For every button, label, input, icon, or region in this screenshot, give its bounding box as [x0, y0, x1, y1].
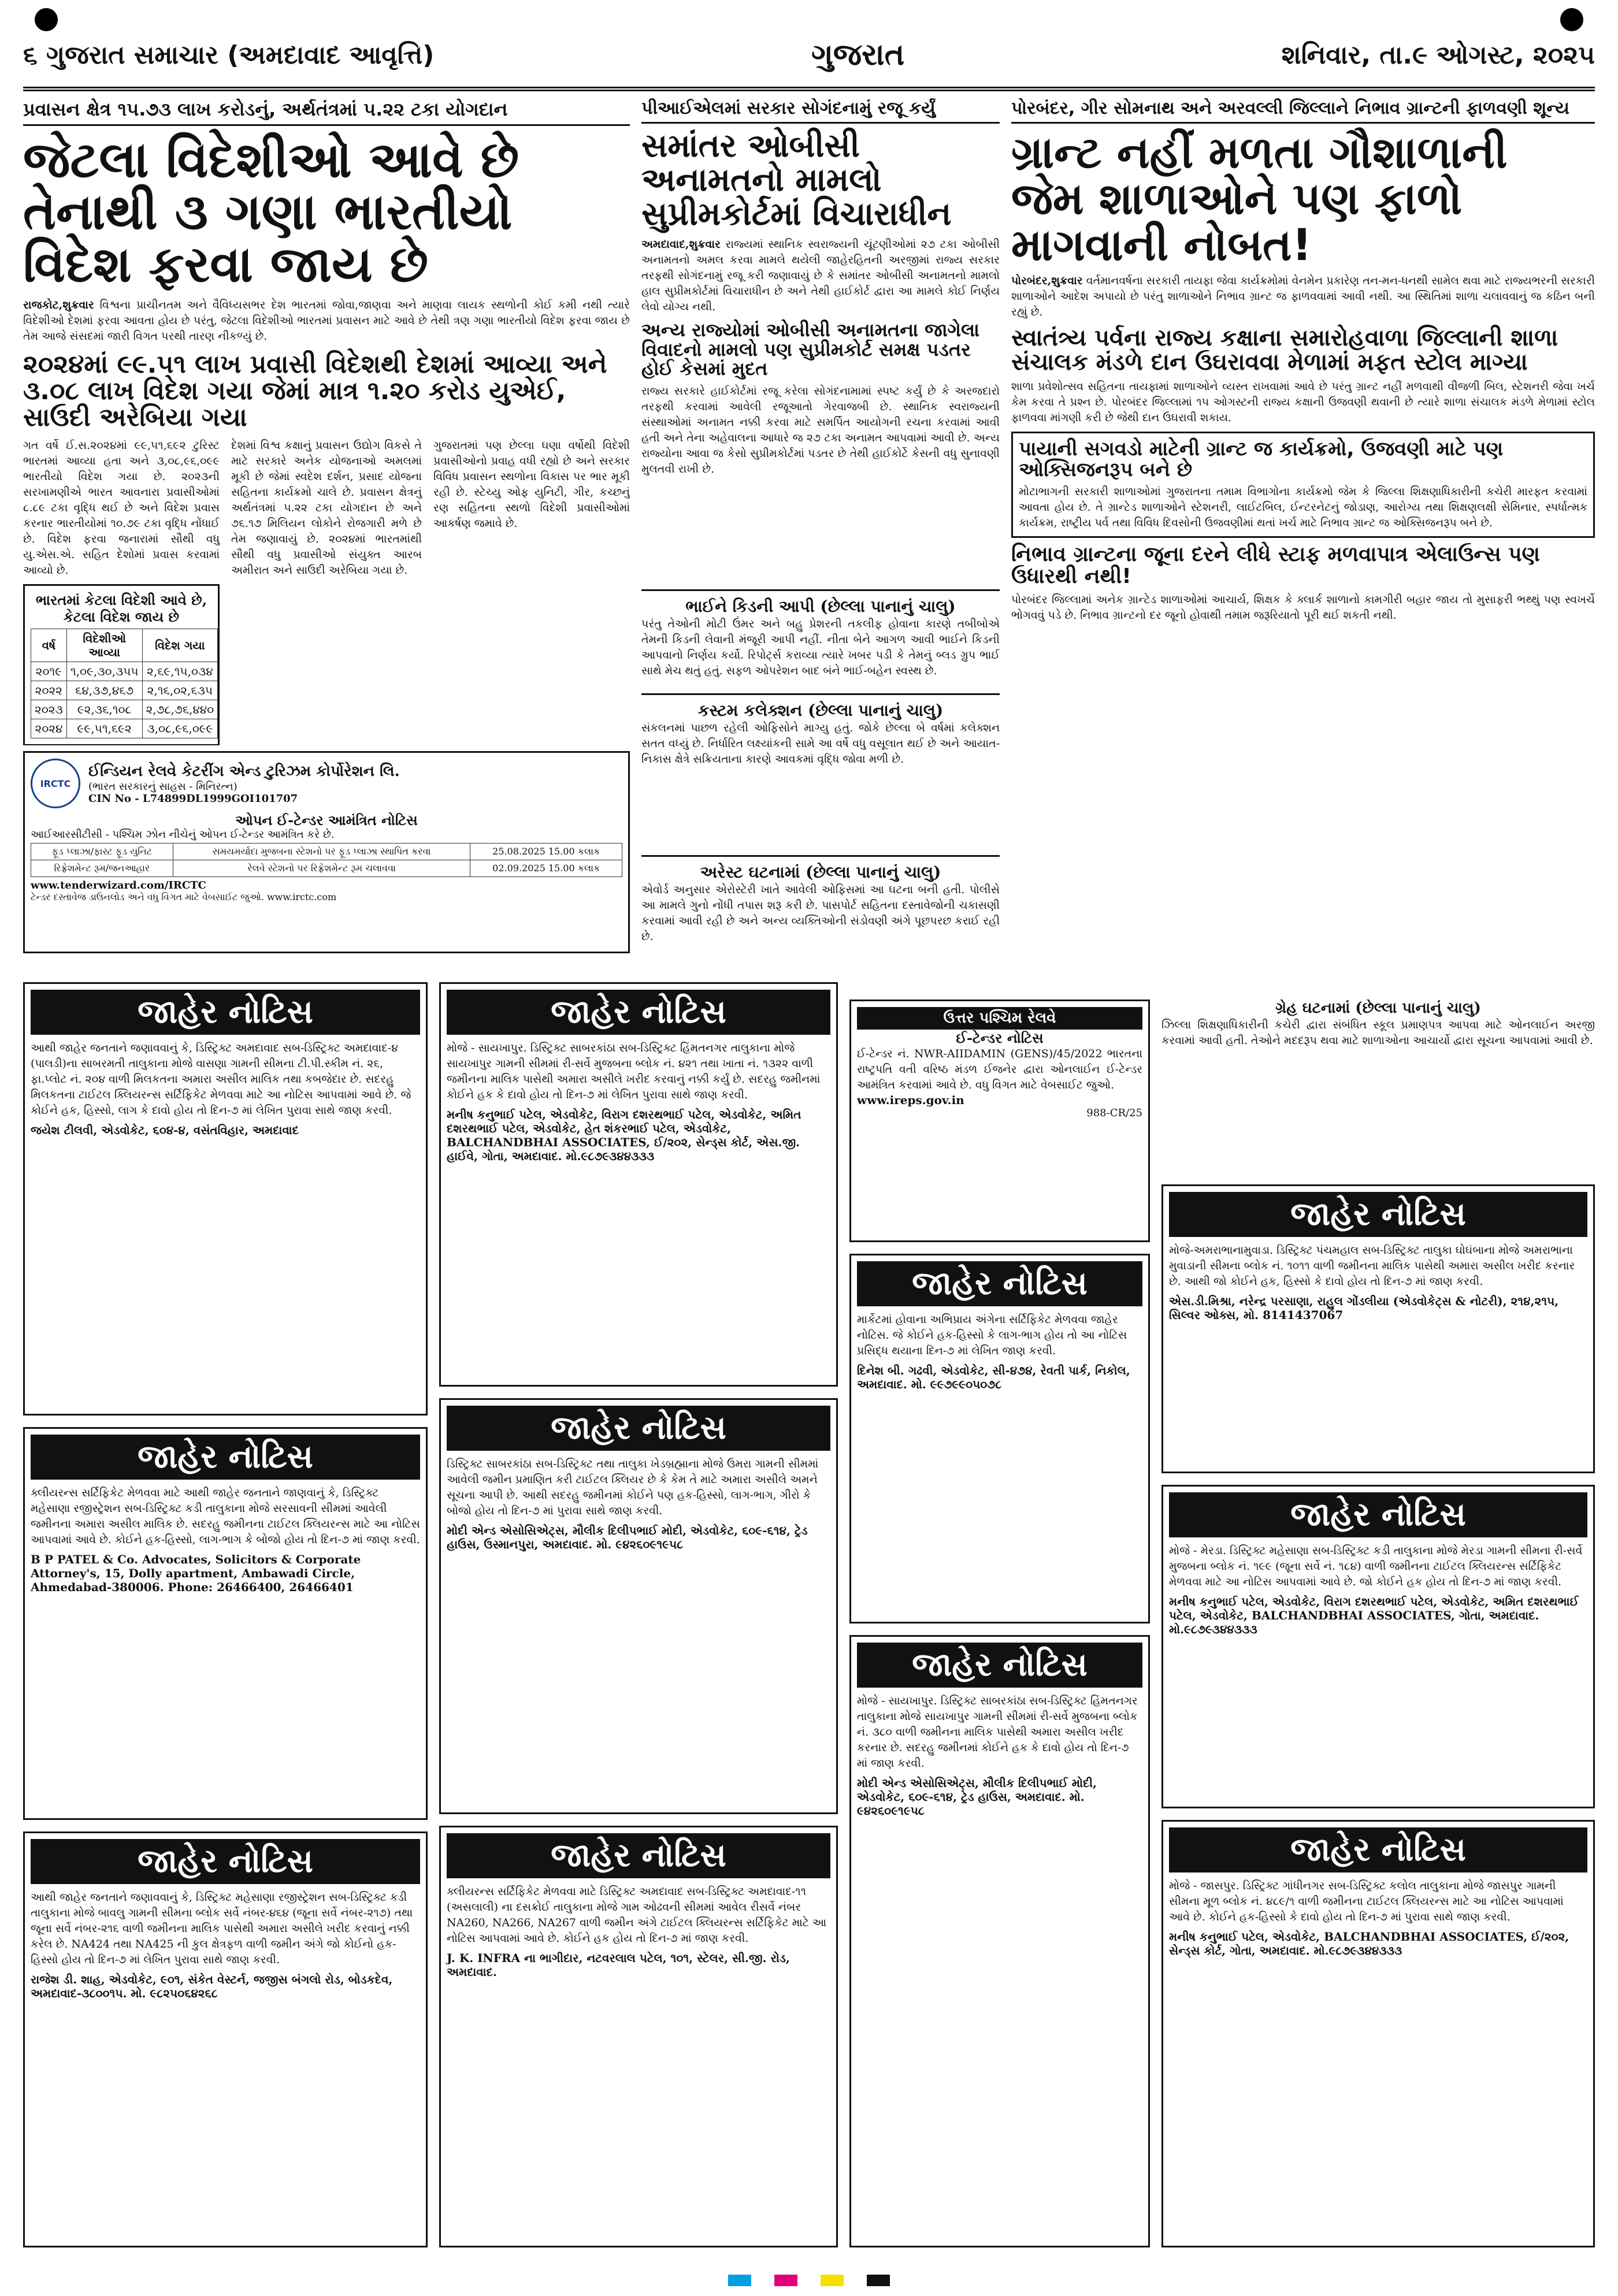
stats-table-box — [23, 584, 220, 745]
dateline: રાજકોટ,શુક્રવાર — [23, 298, 94, 311]
story-headline: ગ્રાન્ટ નહીં મળતા ગૌશાળાની જેમ શાળાઓને પણ ફાળો માગવાની નોબત! — [1011, 127, 1508, 270]
story-tourism — [23, 98, 630, 745]
tender-line: આઈઆરસીટીસી - પશ્ચિમ ઝોન નીચેનું ઓપન ઈ-ટેન્ડર આમંત્રિત કરે છે. — [31, 829, 335, 841]
public-notice — [439, 1398, 838, 1814]
continued-body: સંકલનમાં પાછળ રહેલી ઓફિસોને માગ્યુ હતું. જોકે છેલ્લા બે વર્ષમાં કલેક્શન સતત વધ્યું છે. નિર્ધારિત લક્ષ્યાંકની સામે આ વર્ષે વધુ વસૂલાત થઈ છે અને આયાત-નિકાસ ક્ષેત્રે સક્રિયતાના કારણે આવકમાં વૃદ્ધિ જોવા મળી છે. — [641, 722, 1000, 766]
color-registration-bar — [0, 2265, 1618, 2296]
notice-signature: દિનેશ બી. ગઢવી, એડવોકેટ, સી-૪૭૪, રેવતી પાર્ક, નિકોલ, અમદાવાદ. મો. ૯૯૭૯૯૦૫૦૭૮ — [857, 1363, 1130, 1391]
public-notice — [1161, 1184, 1595, 1473]
notice-title: જાહેર નોટિસ — [31, 1435, 420, 1480]
public-notice — [1161, 1820, 1595, 2247]
black-swatch — [867, 2275, 890, 2286]
public-notice — [1161, 1485, 1595, 1808]
story-headline: જેટલા વિદેશીઓ આવે છે તેનાથી ૩ ગણા ભારતીયો વિદેશ ફરવા જાય છે — [23, 131, 519, 293]
story-body: પોરબંદર જિલ્લામાં અનેક ગ્રાન્ટેડ શાળાઓમાં આચાર્ય, શિક્ષક કે ક્લાર્ક શાળાનો કામગીરી બહાર જાય તો મુસાફરી ભથ્થું પણ સ્વખર્ચે ભોગવવું પડે છે. નિભાવ ગ્રાન્ટનો દર જૂનો હોવાથી તમામ જરૂરિયાતો પૂરી થઈ શકતી નથી. — [1011, 593, 1595, 622]
magenta-swatch — [774, 2275, 797, 2286]
public-notice — [439, 1826, 838, 2247]
railway-sub: ઈ-ટેન્ડર નોટિસ — [956, 1030, 1044, 1046]
notice-body: મોજે - મેરડા. ડિસ્ટ્રિક્ટ મહેસાણા સબ-ડિસ્ટ્રિક્ટ કડી તાલુકાના મોજે મેરડા ગામની સીમના રી-સર્વે મુજબના બ્લોક નં. ૧૯૯ (જૂના સર્વે નં. ૧૮૪) વાળી જમીનના ટાઈટલ ક્લિયરન્સ સર્ટિફિકેટ મેળવવા માટે આ નોટિસ આપવામાં આવે છે. જો કોઈને હક હોય તો દિન-૭ માં જાણ કરવી. — [1169, 1544, 1583, 1588]
railway-body: ઈ-ટેન્ડર નં. NWR-AIIDAMIN (GENS)/45/2022 ભારતના રાષ્ટ્રપતિ વતી વરિષ્ઠ મંડળ ઈજનેર દ્વારા ઓનલાઈન ઈ-ટેન્ડર આમંત્રિત કરવામાં આવે છે. વધુ વિગત માટે વેબસાઈટ જુઓ. — [857, 1047, 1142, 1091]
notice-signature: જયેશ ટીલવી, એડવોકેટ, ૬૦૪-૪, વસંતવિહાર, અમદાવાદ — [31, 1123, 299, 1137]
story-kicker: પ્રવાસન ક્ષેત્ર ૧૫.૭૩ લાખ કરોડનું, અર્થતંત્રમાં ૫.૨૨ ટકા યોગદાન — [23, 98, 630, 126]
notice-signature: B P PATEL & Co. Advocates, Solicitors & Corporate Attorney's, 15, Dolly apartment, Ambawadi Circle, Ahmedabad-380006. Phone: 26466400, 26466401 — [31, 1552, 361, 1594]
irctc-logo: IRCTC — [31, 759, 80, 808]
continued-title: અરેસ્ટ ઘટનામાં (છેલ્લા પાનાનું ચાલુ) — [700, 863, 941, 882]
story-custom — [641, 688, 1000, 844]
table-row: ૨૦૨૨ ૬૪,૩૭,૪૬૭ ૨,૧૬,૦૨,૬૩૫ — [31, 681, 218, 700]
issue-date: શનિવાર, તા.૯ ઓગસ્ટ, ૨૦૨૫ — [1281, 40, 1595, 70]
notice-body: મોજે - સાયખાપુર. ડિસ્ટ્રિક્ટ સાબરકાંઠા સબ-ડિસ્ટ્રિક્ટ હિંમતનગર તાલુકાના મોજે સાયખાપુર ગામની સીમમાં રી-સર્વે મુજબના બ્લોક નં. ૩૮૦ વાળી જમીનના માલિક પાસેથી અમારા અસીલ ખરીદ કરનાર છે. સદરહુ જમીનમાં કોઈને હક કે દાવો હોય તો દિન-૭ માં જાણ કરવી. — [857, 1695, 1138, 1770]
notice-body: ક્લીયરન્સ સર્ટિફિકેટ મેળવવા માટે આથી જાહેર જનતાને જાણવાનું કે, ડિસ્ટ્રિક્ટ મહેસાણા રજીસ્ટ્રેશન સબ-ડિસ્ટ્રિક્ટ કડી તાલુકાના મોજે સરસાવની સીમમાં આવેલી જમીનના અમારા અસીલ માલિક છે. સદરહુ જમીનના ટાઈટલ ક્લિયરન્સ માટે આ નોટિસ આપવામાં આવે છે. કોઈને હક-હિસ્સો, લાગ-ભાગ કે બોજો હોય તો દિન-૭ માં જાણ કરવી. — [31, 1487, 420, 1546]
notice-title: જાહેર નોટિસ — [857, 1261, 1142, 1306]
masthead — [23, 23, 1595, 91]
story-subhead: અન્ય રાજ્યોમાં ઓબીસી અનામતના જાગેલા વિવાદનો મામલો પણ સુપ્રીમકોર્ટ સમક્ષ પડતર હોઈ કેસમાં મુદત — [641, 319, 980, 380]
tender-footer: ટેન્ડર દસ્તાવેજ ડાઉનલોડ અને વધુ વિગત માટે વેબસાઈટ જુઓ. www.irctc.com — [31, 891, 337, 902]
public-notice — [23, 1427, 428, 1820]
notice-body: મોજે-અમરાભાનામુવાડા. ડિસ્ટ્રિક્ટ પંચમહાલ સબ-ડિસ્ટ્રિક્ટ તાલુકા ઘોઘંબાના મોજે અમરાભાના મુવાડાની સીમના બ્લોક નં. ૧૦૧૧ વાળી જમીનના માલિક પાસેથી અમારા અસીલ ખરીદ કરનાર છે. આથી જો કોઈને હક, હિસ્સો કે દાવો હોય તો દિન-૭ માં જાણ કરવી. — [1169, 1244, 1575, 1288]
notice-body: આથી જાહેર જનતાને જણાવવાનું કે, ડિસ્ટ્રિક્ટ અમદાવાદ સબ-ડિસ્ટ્રિક્ટ અમદાવાદ-૪ (પાલડી)ના સાબરમતી તાલુકાના મોજે વાસણા ગામની સીમના ટી.પી.સ્કીમ નં. ૨૬, ફા.પ્લોટ નં. ૨૦૪ વાળી મિલકતના અમારા અસીલ માલિક તથા કબજેદાર છે. સદરહુ મિલકતના ટાઈટલ ક્લિયરન્સ સર્ટિફિકેટ મેળવવા માટે આ નોટિસ આપવામાં આવે છે. જે કોઈને હક, હિસ્સો, લાગ કે દાવો હોય તો દિન-૭ માં લેખિત પુરાવા સાથે જાણ કરવી. — [31, 1042, 411, 1117]
story-body: દેશમાં વિશ્વ કક્ષાનું પ્રવાસન ઉદ્યોગ વિકસે તે માટે સરકારે અનેક યોજનાઓ અમલમાં મૂકી છે જેમાં સ્વદેશ દર્શન, પ્રસાદ યોજના સહિતના કાર્યક્રમો ચાલે છે. પ્રવાસન ક્ષેત્રનું અર્થતંત્રમાં ૫.૨૨ ટકા યોગદાન છે અને ૭૬.૧૭ મિલિયન લોકોને રોજગારી મળે છે તેમ જણાવાયું છે. ૨૦૨૪માં ભારતમાંથી સૌથી વધુ પ્રવાસીઓ સંયુક્ત આરબ અમીરાત અને સાઉદી અરેબિયા ગયા છે. — [231, 439, 422, 577]
box-title: પાયાની સગવડો માટેની ગ્રાન્ટ જ કાર્યક્રમો, ઉજવણી માટે પણ ઓક્સિજનરૂપ બને છે — [1019, 437, 1504, 481]
story-chief — [1161, 1000, 1595, 1173]
public-notice — [439, 982, 838, 1387]
table-title: ભારતમાં કેટલા વિદેશી આવે છે, કેટલા વિદેશ જાય છે — [35, 592, 207, 626]
public-notice — [849, 1254, 1150, 1623]
story-subhead: ૨૦૨૪માં ૯૯.૫૧ લાખ પ્રવાસી વિદેશથી દેશમાં આવ્યા અને ૩.૦૮ લાખ વિદેશ ગયા જેમાં માત્ર ૧.૨૦ કરોડ યુએઈ, સાઉદી અરેબિયા ગયા — [23, 349, 607, 433]
table-header: વિદેશ ગયા — [142, 629, 218, 662]
notice-title: જાહેર નોટિસ — [447, 1833, 830, 1878]
notice-signature: મનીષ કનુભાઈ પટેલ, એડવોકેટ, વિરાગ દશરથભાઈ પટેલ, એડવોકેટ, અમિત દશરથભાઈ પટેલ, એડવોકેટ, હેત શંકરભાઈ પટેલ, એડવોકેટ, BALCHANDBHAI ASSOCIATES, ઈ/૨૦૨, સેન્ડ્સ કોર્ટ, એસ.જી. હાઈવે, ગોતા, અમદાવાદ. મો.૯૮૭૯૩૪૪૩૩૩ — [447, 1107, 801, 1163]
table-header: વિદેશીઓ આવ્યા — [66, 629, 142, 662]
tender-title: ઓપન ઈ-ટેન્ડર આમંત્રિત નોટિસ — [235, 812, 418, 829]
story-body: પોરબંદર,શુક્રવાર વર્તમાનવર્ષના સરકારી તાયફા જેવા કાર્યક્રમોમાં વેનમેન પ્રકારેણ તન-મન-ધનથી સામેલ થવા માટે રાજ્યભરની સરકારી શાળાઓને આદેશ અપાયો છે પરંતુ શાળાઓને નિભાવ ગ્રાન્ટ જ ફાળવવામાં આવી નથી. આ સ્થિતિમાં શાળા ચલાવવાનું જ કઠિન બની રહ્યું છે. — [1011, 274, 1595, 319]
story-school-grant — [1011, 98, 1595, 994]
table-row: ૨૦૨૩ ૯૨,૩૬,૧૦૮ ૨,૭૮,૭૬,૪૪૦ — [31, 700, 218, 719]
tourism-table — [31, 629, 218, 738]
railway-tender — [849, 1000, 1150, 1242]
table-row: ૨૦૧૯ ૧,૦૯,૩૦,૩૫૫ ૨,૬૯,૧૫,૦૩૪ — [31, 662, 218, 681]
public-notice — [23, 1831, 428, 2247]
notice-signature: મનીષ કનુભાઈ પટેલ, એડવોકેટ, વિરાગ દશરથભાઈ પટેલ, એડવોકેટ, અમિત દશરથભાઈ પટેલ, એડવોકેટ, BALCHANDBHAI ASSOCIATES, ગોતા, અમદાવાદ. મો.૯૮૭૯૩૪૪૩૩૩ — [1169, 1594, 1579, 1636]
story-body: ગત વર્ષે ઈ.સ.૨૦૨૪માં ૯૯,૫૧,૬૯૨ ટુરિસ્ટ ભારતમાં આવ્યા હતા અને ૩,૦૮,૯૬,૦૯૯ ભારતીયો વિદેશ ગયા છે. ૨૦૨૩ની સરખામણીએ ભારત આવનારા પ્રવાસીઓમાં ૮.૮૯ ટકા વૃદ્ધિ થઈ છે અને વિદેશ પ્રવાસ કરનાર ભારતીયોમાં ૧૦.૭૯ ટકા વૃદ્ધિ નોંધાઈ છે. વિદેશ ફરવા જનારામાં સૌથી વધુ યુ.એસ.એ. સહિત દેશોમાં પ્રવાસ કરવામાં આવ્યો છે. — [23, 439, 220, 577]
continued-body: ઝિલ્લા શિક્ષણાધિકારીની કચેરી દ્વારા સંબંધિત સ્કૂલ પ્રમાણપત્ર આપવા માટે ઓનલાઈન અરજી કરવામાં આવી હતી. તેઓને મદદરૂપ થવા માટે શાળાઓના આચાર્યો દ્વારા સૂચના આપવામાં આવી છે. — [1161, 1019, 1595, 1047]
story-body: રાજ્ય સરકારે હાઈકોર્ટમાં રજૂ કરેલા સોગંદનામામાં સ્પષ્ટ કર્યું છે કે અરજદારો તરફથી કરવામાં આવેલી રજૂઆતો ગેરવાજબી છે. સ્થાનિક સ્વરાજ્યની સંસ્થાઓમાં અનામત નક્કી કરવા માટે સમર્પિત આયોગની રચના કરવામાં આવી હતી અને તેના અહેવાલના આધારે જ ૨૭ ટકા અનામત આપવામાં આવી છે. અન્ય રાજ્યોના આવા જ કેસો સુપ્રીમકોર્ટમાં પડતર છે તેથી હાઈકોર્ટે કેસની વધુ સુનાવણી મુલતવી રાખી છે. — [641, 385, 1000, 475]
notice-title: જાહેર નોટિસ — [1169, 1192, 1587, 1237]
notice-title: જાહેર નોટિસ — [857, 1643, 1142, 1688]
story-kicker: પીઆઈએલમાં સરકાર સોગંદનામું રજૂ કર્યું — [641, 98, 1000, 124]
story-obc — [641, 98, 1000, 578]
public-notice — [23, 982, 428, 1416]
notice-body: ડિસ્ટ્રિક્ટ સાબરકાંઠા સબ-ડિસ્ટ્રિક્ટ તથા તાલુકા ખેડબ્રહ્માના મોજે ઉમરા ગામની સીમમાં આવેલી જમીન પ્રમાણિત કરી ટાઈટલ ક્લિયર છે કે કેમ તે માટે અમારા અસીલે અમને સૂચના આપી છે. આથી સદરહુ જમીનમાં કોઈને પણ હક-હિસ્સો, લાગ-ભાગ, ગીરો કે બોજો હોય તો દિન-૭ માં પુરાવા સાથે જાણ કરવી. — [447, 1458, 819, 1517]
table-header: વર્ષ — [31, 629, 67, 662]
paper-name: ૬ ગુજરાત સમાચાર (અમદાવાદ આવૃત્તિ) — [23, 40, 435, 70]
continued-body: પરંતુ તેઓની મોટી ઉંમર અને બહુ પ્રેશરની તકલીફ હોવાના કારણે તબીબોએ તેમની કિડની લેવાની મંજૂરી આપી નહીં. નીતા બેને આગળ આવી ભાઈને કિડની આપવાનો નિર્ણય કર્યો. રિપોર્ટ્સ કરાવ્યા ત્યારે ખબર પડી કે તેમનું બ્લડ ગ્રુપ ભાઈ સાથે મેચ થતું હતું. સફળ ઓપરેશન બાદ બંને ભાઈ-બહેન સ્વસ્થ છે. — [641, 618, 1000, 677]
info-box — [1011, 432, 1595, 538]
notice-signature: રાજેશ ડી. શાહ, એડવોકેટ, ૯૦૧, સંકેત વેસ્ટર્ન, જજીસ બંગલો રોડ, બોડકદેવ, અમદાવાદ-૩૮૦૦૧૫. મો. ૯૮૨૫૦૬૪૨૬૮ — [31, 1972, 393, 2000]
cyan-swatch — [728, 2275, 751, 2286]
story-body: અમદાવાદ,શુક્રવાર રાજ્યમાં સ્થાનિક સ્વરાજ્યની ચૂંટણીઓમાં ૨૭ ટકા ઓબીસી અનામતનો અમલ કરવા મામલે થયેલી જાહેરહિતની અરજીમાં રાજ્ય સરકાર તરફથી સોગંદનામું રજૂ કરી જણાવાયું છે કે સમાંતર ઓબીસી અનામતનો મામલો હાલ સુપ્રીમકોર્ટમાં વિચારાધીન છે અને તેથી હાઈકોર્ટ દ્વારા આ મામલે કોઈ નિર્ણય લેવો યોગ્ય નથી. — [641, 238, 1000, 314]
table-row: ફૂડ પ્લાઝા/ફાસ્ટ ફૂડ યુનિટ સમયમર્યાદા મુજબના સ્ટેશનો પર ફૂડ પ્લાઝા સ્થાપિત કરવા 25.08.2025 15.00 કલાક — [31, 844, 622, 860]
tender-table — [31, 843, 622, 877]
railway-code: 988-CR/25 — [1086, 1106, 1142, 1119]
dateline: અમદાવાદ,શુક્રવાર — [641, 238, 721, 251]
table-row: રિફ્રેશમેન્ટ રૂમ/જનઆહાર રેલવે સ્ટેશનો પર રિફ્રેશમેન્ટ રૂમ ચલાવવા 02.09.2025 15.00 કલાક — [31, 860, 622, 877]
notice-title: જાહેર નોટિસ — [31, 1839, 420, 1884]
box-body: મોટાભાગની સરકારી શાળાઓમાં ગુજરાતના તમામ વિભાગોના કાર્યક્રમો જેમ કે જિલ્લા શિક્ષણાધિકારીની કચેરી મારફત કરવામાં આવતા હોય છે. તે ગ્રાન્ટેડ શાળાઓને સ્ટેશનરી, લાઈટબિલ, ઈન્ટરનેટનું જોડાણ, આરોગ્ય તથા શિક્ષણલક્ષી સેમિનાર, સ્પર્ધાત્મક કાર્યક્રમ, રાષ્ટ્રીય પર્વ તથા વિવિધ દિવસોની ઉજવણીમાં થતાં ખર્ચ માટે નિભાવ ગ્રાન્ટ જ ઓક્સિજનરૂપ બને છે. — [1019, 485, 1587, 529]
yellow-swatch — [821, 2275, 844, 2286]
table-row: ૨૦૨૪ ૯૯,૫૧,૬૯૨ ૩,૦૮,૯૬,૦૯૯ — [31, 719, 218, 738]
story-body: શાળા પ્રવેશોત્સવ સહિતના તાયફામાં શાળાઓને વ્યસ્ત રાખવામાં આવે છે પરંતુ ગ્રાન્ટ નહીં મળવાથી વીજળી બિલ, સ્ટેશનરી જેવા ખર્ચ કેમ કરવા તે પ્રશ્ન છે. પોરબંદર જિલ્લામાં ૧૫ ઓગસ્ટની રાજ્ય કક્ષાની ઉજવણી થવાની છે ત્યારે શાળા સંચાલક મંડળે મેળામાં સ્ટોલ ફાળવવા માંગણી કરી છે જેથી દાન ઉઘરાવી શકાય. — [1011, 380, 1595, 425]
tender-org: ઈન્ડિયન રેલવે કેટરીંગ એન્ડ ટુરિઝમ કોર્પોરેશન લિ. — [88, 762, 400, 780]
story-body: ગુજરાતમાં પણ છેલ્લા ઘણા વર્ષોથી વિદેશી પ્રવાસીઓનો પ્રવાહ વધી રહ્યો છે અને સરકાર વિવિધ પ્રવાસન સ્થળોના વિકાસ પર ભાર મૂકી રહી છે. સ્ટેચ્યુ ઓફ યુનિટી, ગીર, કચ્છનું રણ સહિતના સ્થળો વિદેશી પ્રવાસીઓમાં આકર્ષણ જમાવે છે. — [433, 439, 630, 530]
tender-cin: CIN No - L74899DL1999GOI101707 — [88, 792, 298, 805]
lead-text: વિશ્વના પ્રાચીનતમ અને વૈવિધ્યસભર દેશ ભારતમાં જોવા,જાણવા અને માણવા લાયક સ્થળોની કોઈ કમી નથી ત્યારે વિદેશીઓ દેશમાં ફરવા આવતા હોય છે પરંતુ, જેટલા વિદેશીઓ ભારતમાં પ્રવાસન માટે આવે છે તેથી ત્રણ ગણા ભારતીયો વિદેશ ફરવા જાય છે તેમ આજે સંસદમાં જારી વિગત પરથી તારણ નીકળ્યું છે. — [23, 298, 630, 343]
notice-signature: એસ.ડી.મિશ્રા, નરેન્દ્ર પરસાણા, રાહુલ ગોંડલીયા (એડવોકેટ્સ & નોટરી), ૨૧૪,૨૧૫, સિલ્વર ઓક્સ, મો. 8141437067 — [1169, 1294, 1559, 1322]
notice-signature: મોદી એન્ડ એસોસિએટ્સ, મૌલીક દિલીપભાઈ મોદી, એડવોકેટ, ૬૦૯-૬૧૪, ટ્રેડ હાઉસ, અમદાવાદ. મો. ૯૪૨૬૦૯૧૯૫૮ — [857, 1775, 1097, 1818]
section-name: ગુજરાત — [811, 37, 905, 72]
notice-title: જાહેર નોટિસ — [1169, 1492, 1587, 1537]
railway-web[interactable]: www.ireps.gov.in — [857, 1093, 964, 1107]
railway-title: ઉત્તર પશ્ચિમ રેલવે — [857, 1007, 1142, 1030]
notice-body: મોજે - જાસપુર. ડિસ્ટ્રિક્ટ ગાંધીનગર સબ-ડિસ્ટ્રિક્ટ કલોલ તાલુકાના મોજે જાસપુર ગામની સીમના મૂળ બ્લોક નં. ૪૮૯/૧ વાળી જમીનના ટાઈટલ ક્લિયરન્સ માટે આ નોટિસ આપવામાં આવે છે. કોઈને હક-હિસ્સો કે દાવો હોય તો દિન-૭ માં પુરાવા સાથે જાણ કરવી. — [1169, 1879, 1564, 1923]
tender-sub: (ભારત સરકારનું સાહસ - મિનિરત્ન) — [88, 780, 237, 793]
continued-title: ભાઈને કિડની આપી (છેલ્લા પાનાનું ચાલુ) — [685, 597, 956, 616]
notice-signature: મનીષ કનુભાઈ પટેલ, એડવોકેટ, BALCHANDBHAI ASSOCIATES, ઈ/૨૦૨, સેન્ડ્સ કોર્ટ, ગોતા, અમદાવાદ. મો.૯૮૭૯૩૪૪૩૩૩ — [1169, 1929, 1569, 1957]
notice-title: જાહેર નોટિસ — [447, 1406, 830, 1451]
public-notice — [849, 1635, 1150, 2247]
tender-web[interactable]: www.tenderwizard.com/IRCTC — [31, 879, 206, 891]
notice-body: આથી જાહેર જનતાને જણાવવાનું કે, ડિસ્ટ્રિક્ટ મહેસાણા રજીસ્ટ્રેશન સબ-ડિસ્ટ્રિક્ટ કડી તાલુકાના મોજે બાવલુ ગામની સીમના બ્લોક સર્વે નંબર-૪૬૪ (જૂના સર્વે નંબર-૨૧૭) તથા જૂના સર્વે નંબર-૨૧૬ વાળી જમીનના માલિક પાસેથી અમારા અસીલે ખરીદ કરવાનું નક્કી કરેલ છે. NA424 તથા NA425 ની કુલ ક્ષેત્રફળ વાળી જમીન અંગે જો કોઈનો હક-હિસ્સો હોય તો દિન-૭ માં લેખિત પુરાવા સાથે જાણ કરવી. — [31, 1891, 413, 1966]
notice-signature: મોદી એન્ડ એસોસિએટ્સ, મૌલીક દિલીપભાઈ મોદી, એડવોકેટ, ૬૦૯-૬૧૪, ટ્રેડ હાઉસ, ઉસ્માનપુરા, અમદાવાદ. મો. ૯૪૨૬૦૯૧૯૫૮ — [447, 1523, 808, 1551]
dateline: પોરબંદર,શુક્રવાર — [1011, 274, 1083, 288]
story-subhead: સ્વાતંત્ર્ય પર્વના રાજ્ય કક્ષાના સમારોહવાળા જિલ્લાની શાળા સંચાલક મંડળે દાન ઉઘરાવવા મેળામાં મફત સ્ટોલ માગ્યા — [1011, 325, 1558, 376]
notice-signature: J. K. INFRA ના ભાગીદાર, નટવરલાલ પટેલ, ૧૦૧, સ્ટેલર, સી.જી. રોડ, અમદાવાદ. — [447, 1951, 790, 1979]
story-lead — [23, 298, 630, 344]
continued-body: એવોર્ડ અનુસાર એરોસ્ટેરી ખાતે આવેલી ઓફિસમાં આ ઘટના બની હતી. પોલીસે આ મામલે ગુનો નોંધી તપાસ શરૂ કરી છે. પાસપોર્ટ સહિતના દસ્તાવેજોની ચકાસણી કરવામાં આવી રહી છે અને અન્ય વ્યક્તિઓની સંડોવણી અંગે પૂછપરછ કરાઈ રહી છે. — [641, 883, 1000, 943]
notice-title: જાહેર નોટિસ — [31, 990, 420, 1035]
story-arrest — [641, 849, 1000, 994]
notice-body: માર્કેટમાં હોવાના અભિપ્રાય અંગેના સર્ટિફિકેટ મેળવવા જાહેર નોટિસ. જે કોઈને હક-હિસ્સો કે લાગ-ભાગ હોય તો આ નોટિસ પ્રસિદ્ધ થયાના દિન-૭ માં લેખિત જાણ કરવી. — [857, 1313, 1127, 1357]
story-kicker: પોરબંદર, ગીર સોમનાથ અને અરવલ્લી જિલ્લાને નિભાવ ગ્રાન્ટની ફાળવણી શૂન્ય — [1011, 98, 1595, 124]
notice-body: ક્લીયરન્સ સર્ટિફિકેટ મેળવવા માટે ડિસ્ટ્રિક્ટ અમદાવાદ સબ-ડિસ્ટ્રિક્ટ અમદાવાદ-૧૧ (અસલાલી) ના દસક્રોઈ તાલુકાના મોજે ગામ ઓઢવની સીમમાં આવેલ રીસર્વે નંબર NA260, NA266, NA267 વાળી જમીન અંગે ટાઈટલ ક્લિયરન્સ સર્ટિફિકેટ માટે આ નોટિસ આપવામાં આવે છે. કોઈને હક હોય તો દિન-૭ માં જાણ કરવી. — [447, 1885, 827, 1945]
story-headline: સમાંતર ઓબીસી અનામતનો મામલો સુપ્રીમકોર્ટમાં વિચારાધીન — [641, 127, 952, 233]
story-subhead: નિભાવ ગ્રાન્ટના જૂના દરને લીધે સ્ટાફ મળવાપાત્ર એલાઉન્સ પણ ઉધારથી નથી! — [1011, 543, 1540, 589]
notice-body: મોજે - સાયખાપુર. ડિસ્ટ્રિક્ટ સાબરકાંઠા સબ-ડિસ્ટ્રિક્ટ હિંમતનગર તાલુકાના મોજે સાયખાપુર ગામની સીમમાં રી-સર્વે મુજબના બ્લોક નં. ૪૨૧ તથા ખાતા નં. ૧૩૨૨ વાળી જમીનના માલિક પાસેથી અમારા અસીલે ખરીદ કરવાનું નક્કી કર્યું છે. સદરહુ જમીનમાં કોઈને હક કે દાવો હોય તો દિન-૭ માં લેખિત પુરાવા સાથે જાણ કરવી. — [447, 1042, 821, 1101]
continued-title: ગ્રેહ ઘટનામાં (છેલ્લા પાનાનું ચાલુ) — [1275, 1000, 1481, 1017]
irctc-tender — [23, 751, 630, 953]
notice-title: જાહેર નોટિસ — [1169, 1827, 1587, 1873]
continued-title: કસ્ટમ કલેક્શન (છેલ્લા પાનાનું ચાલુ) — [697, 701, 944, 720]
story-kidney — [641, 584, 1000, 682]
notice-title: જાહેર નોટિસ — [447, 990, 830, 1035]
